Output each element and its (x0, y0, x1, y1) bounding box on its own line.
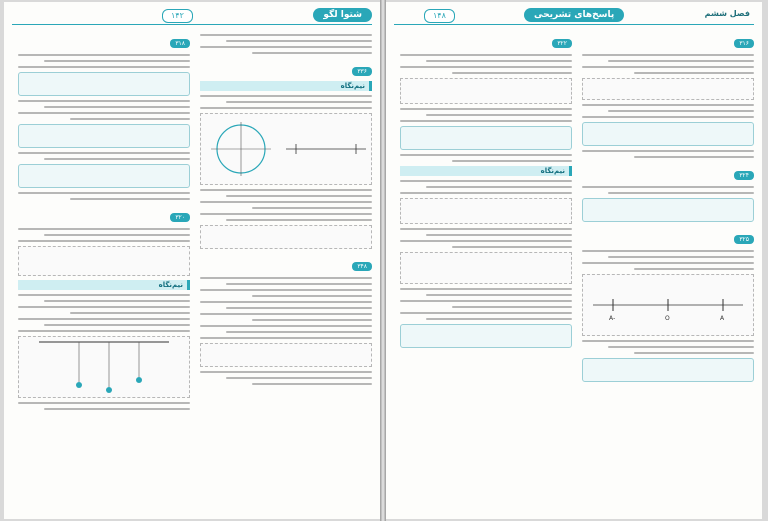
label-o: O (665, 315, 670, 322)
label-minus-a: -A (609, 315, 616, 322)
right-page-column-right (582, 30, 754, 514)
question-number: ۳۴۸ (352, 262, 372, 271)
note-box-heading: نیم‌نگاه (18, 280, 190, 290)
chapter-label: فصل ششم (704, 9, 750, 18)
equation-box (18, 124, 190, 148)
note-box-heading: نیم‌نگاه (200, 81, 372, 91)
axis-figure (400, 252, 572, 284)
question-number: ۳۲۴ (734, 171, 754, 180)
right-page (386, 2, 762, 519)
wave-figure (18, 246, 190, 276)
left-page-header (12, 8, 372, 25)
equation-box (582, 198, 754, 222)
left-page-column-left (18, 30, 190, 514)
right-page-header (394, 8, 754, 25)
circle-diagram (200, 113, 372, 185)
question-number: ۳۲۰ (170, 213, 190, 222)
equation-box (582, 358, 754, 382)
right-page-number: ۱۴۸ (424, 9, 455, 23)
axis-figure (200, 343, 372, 367)
equation-box (400, 126, 572, 150)
question-number: ۳۱۸ (170, 39, 190, 48)
question-number: ۳۲۲ (552, 39, 572, 48)
equation-box (400, 324, 572, 348)
note-box-heading: نیم‌نگاه (400, 166, 572, 176)
question-number: ۳۱۶ (734, 39, 754, 48)
right-page-column-left (400, 30, 572, 514)
axis-figure (400, 78, 572, 104)
equation-box (582, 122, 754, 146)
label-a: A (720, 315, 725, 322)
right-header-title: پاسخ‌های تشریحی (524, 8, 624, 22)
axis-figure (400, 198, 572, 224)
left-page (4, 2, 380, 519)
axis-figure (200, 225, 372, 249)
pendulum-figure (18, 336, 190, 398)
equation-box (18, 164, 190, 188)
left-page-column-right (200, 30, 372, 514)
axis-figure-labeled (582, 274, 754, 336)
left-header-title: شتوا لگو (313, 8, 372, 22)
axis-figure (582, 78, 754, 100)
equation-box (18, 72, 190, 96)
left-page-number: ۱۴۲ (162, 9, 193, 23)
circle-figure (201, 114, 371, 184)
question-number: ۳۳۶ (352, 67, 372, 76)
question-number: ۳۲۵ (734, 235, 754, 244)
